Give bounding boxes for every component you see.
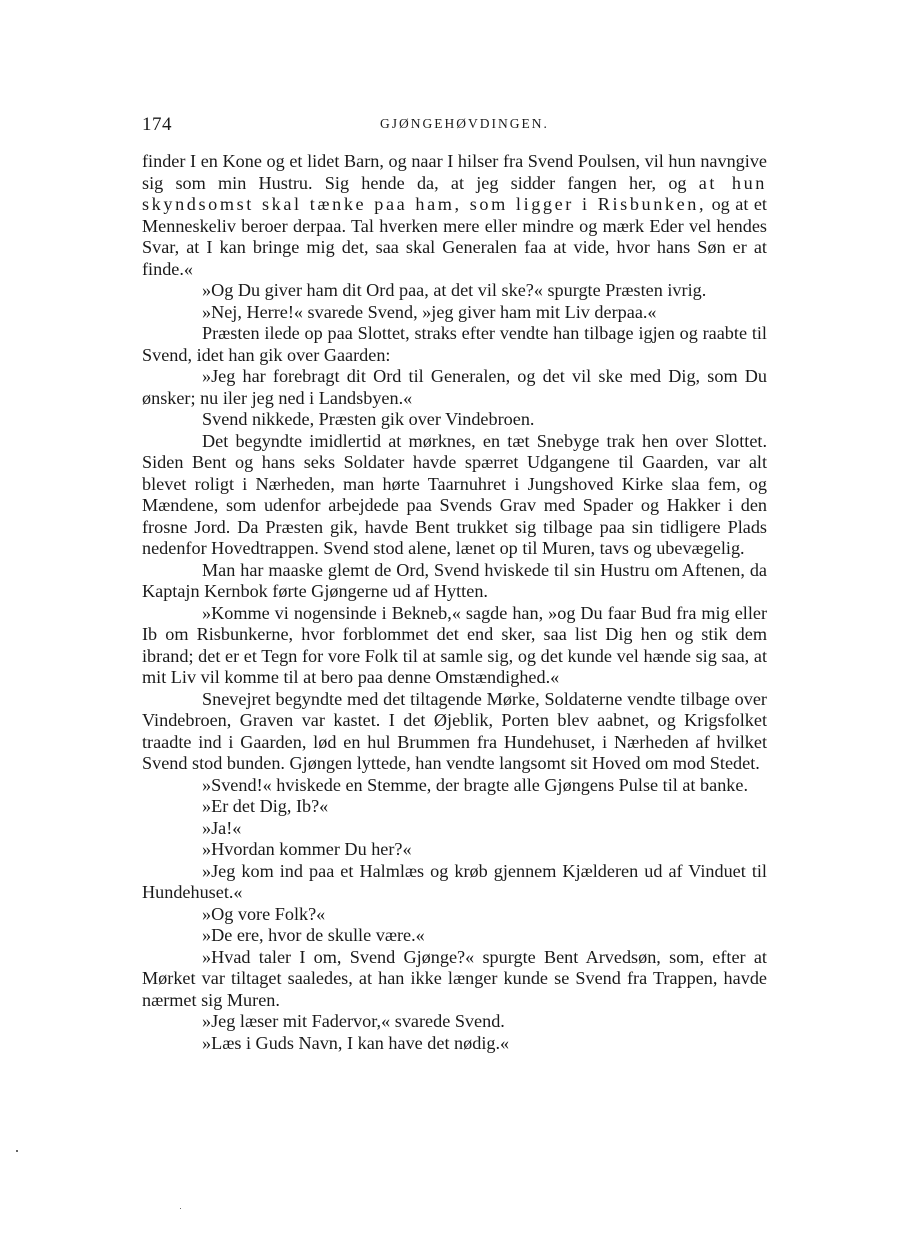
paragraph: »Jeg har forebragt dit Ord til Generalen, og det vil ske med Dig, som Du ønsker; nu iler jeg ned i Landsbyen.« bbox=[142, 366, 767, 408]
page-number: 174 bbox=[142, 114, 172, 135]
body-text bbox=[142, 151, 767, 1054]
paragraph: Det begyndte imidlertid at mørknes, en tæt Snebyge trak hen over Slottet. Siden Bent og hans seks Soldater havde spærret Udgangene til Gaarden, var alt blevet roligt i Nærheden, man hørte Taarnuhret i Jungshoved Kirke slaa fem, og Mændene, som udenfor arbejdede paa Svends Grav med Spader og Hakker i den frosne Jord. Da Præsten gik, havde Bent trukket sig tilbage paa sin tidligere Plads nedenfor Hovedtrappen. Svend stod alene, lænet op til Muren, tavs og ubevægelig. bbox=[142, 430, 767, 558]
paragraph: »Læs i Guds Navn, I kan have det nødig.« bbox=[202, 1032, 510, 1053]
paragraph: »De ere, hvor de skulle være.« bbox=[202, 925, 425, 945]
paragraph-text: og at et Menneskeliv beroer derpaa. Tal hverken mere eller mindre og mærk Eder vel hendes Svar, at I kan bringe mig det, saa skal Generalen faa at vide, hvor hans Søn er at finde.« bbox=[142, 194, 767, 279]
scan-speck bbox=[180, 1208, 181, 1209]
paragraph: »Jeg læser mit Fadervor,« svarede Svend. bbox=[202, 1011, 505, 1031]
scan-speck bbox=[16, 1150, 18, 1152]
paragraph bbox=[142, 151, 767, 280]
paragraph: »Hvad taler I om, Svend Gjønge?« spurgte Bent Arvedsøn, som, efter at Mørket var tiltaget saaledes, at han ikke længer kunde se Svend fra Trappen, havde nærmet sig Muren. bbox=[142, 946, 767, 1010]
paragraph: »Er det Dig, Ib?« bbox=[202, 796, 329, 816]
running-header bbox=[142, 110, 767, 140]
paragraph: »Nej, Herre!« svarede Svend, »jeg giver ham mit Liv derpaa.« bbox=[202, 301, 657, 322]
paragraph-text: finder I en Kone og et lidet Barn, og naar I hilser fra Svend Poulsen, vil hun navngive sig som min Hustru. Sig hende da, at jeg sidder fangen her, og bbox=[142, 151, 767, 193]
paragraph: »Jeg kom ind paa et Halmlæs og krøb gjennem Kjælderen ud af Vinduet til Hundehuset.« bbox=[142, 860, 767, 902]
paragraph: »Svend!« hviskede en Stemme, der bragte alle Gjøngens Pulse til at banke. bbox=[202, 774, 748, 795]
paragraph: »Og Du giver ham dit Ord paa, at det vil ske?« spurgte Præsten ivrig. bbox=[202, 280, 707, 300]
paragraph: Man har maaske glemt de Ord, Svend hviskede til sin Hustru om Aftenen, da Kaptajn Kernbok førte Gjøngerne ud af Hytten. bbox=[142, 559, 767, 601]
paragraph: Snevejret begyndte med det tiltagende Mørke, Soldaterne vendte tilbage over Vindebroen, Graven var kastet. I det Øjeblik, Porten blev aabnet, og Krigsfolket traadte ind i Gaarden, lød en hul Brummen fra Hundehuset, i Nærheden af hvilket Svend stod bunden. Gjøngen lyttede, han vendte langsomt sit Hoved om mod Stedet. bbox=[142, 688, 767, 773]
paragraph: »Ja!« bbox=[202, 817, 242, 838]
running-title: GJØNGEHØVDINGEN. bbox=[380, 116, 549, 131]
paragraph: Præsten ilede op paa Slottet, straks efter vendte han tilbage igjen og raabte til Svend, idet han gik over Gaarden: bbox=[142, 323, 767, 365]
paragraph: Svend nikkede, Præsten gik over Vindebroen. bbox=[202, 409, 535, 429]
paragraph: »Hvordan kommer Du her?« bbox=[202, 839, 412, 859]
emphasized-text: at hun skyndsomst skal tænke paa ham, som ligger i Risbunken, bbox=[142, 172, 767, 214]
paragraph: »Og vore Folk?« bbox=[202, 903, 326, 924]
paragraph: »Komme vi nogensinde i Bekneb,« sagde han, »og Du faar Bud fra mig eller Ib om Risbunkerne, hvor forblommet det end sker, saa list Dig hen og stik dem ibrand; det er et Tegn for vore Folk til at samle sig, og det kunde vel hænde sig saa, at mit Liv vil komme til at bero paa denne Omstændighed.« bbox=[142, 602, 767, 687]
